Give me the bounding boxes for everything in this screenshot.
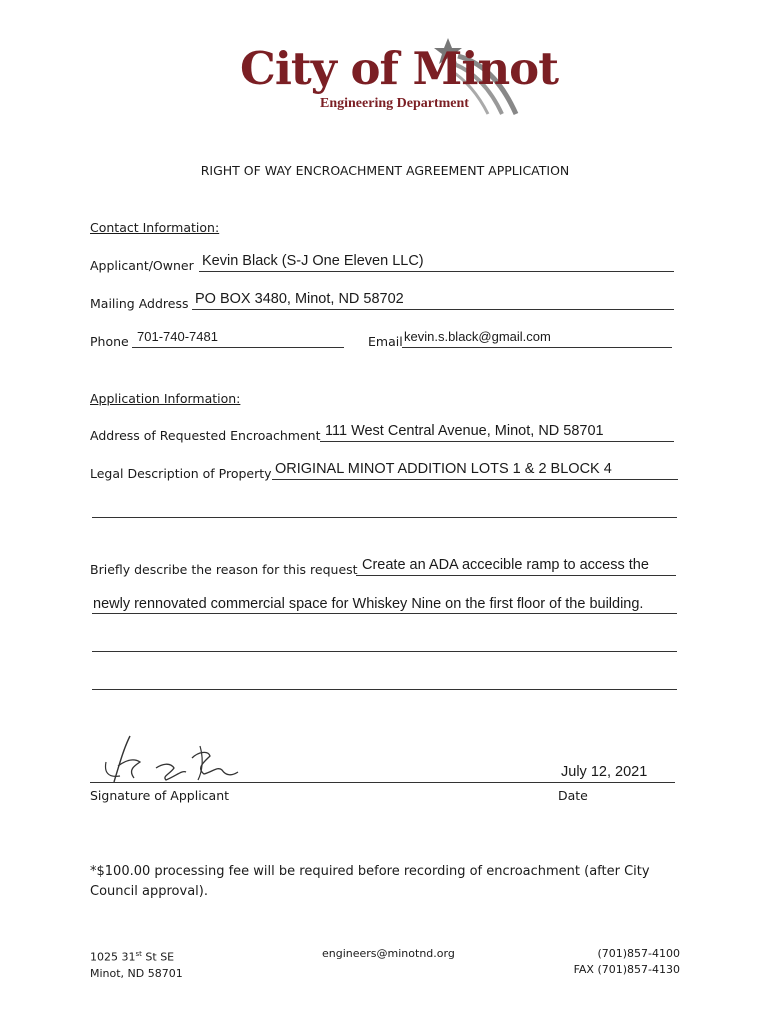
phone-label: Phone bbox=[90, 334, 129, 349]
email-line bbox=[402, 347, 672, 348]
footer-phone: (701)857-4100 bbox=[597, 947, 680, 960]
footer-email[interactable]: engineers@minotnd.org bbox=[322, 947, 455, 960]
signature-line bbox=[90, 782, 675, 783]
applicant-field[interactable]: Kevin Black (S-J One Eleven LLC) bbox=[202, 253, 424, 269]
address-line bbox=[320, 441, 674, 442]
email-field[interactable]: kevin.s.black@gmail.com bbox=[404, 329, 551, 344]
reason-field-line1[interactable]: Create an ADA accecible ramp to access the bbox=[362, 557, 649, 573]
mailing-field[interactable]: PO BOX 3480, Minot, ND 58702 bbox=[195, 291, 404, 307]
footer-address-line1: 1025 31st St SE bbox=[90, 950, 175, 964]
applicant-label: Applicant/Owner bbox=[90, 258, 194, 273]
contact-section-heading: Contact Information: bbox=[90, 220, 220, 235]
reason-field-line2[interactable]: newly rennovated commercial space for Whiskey Nine on the first floor of the building. bbox=[93, 596, 644, 612]
reason-label: Briefly describe the reason for this request bbox=[90, 562, 358, 577]
application-section-heading: Application Information: bbox=[90, 391, 241, 406]
address-label: Address of Requested Encroachment bbox=[90, 428, 321, 443]
city-logo bbox=[240, 40, 558, 120]
form-title: RIGHT OF WAY ENCROACHMENT AGREEMENT APPLICATION bbox=[200, 163, 570, 178]
footer-address bbox=[90, 946, 183, 982]
reason-line-3 bbox=[92, 651, 677, 652]
handwritten-signature bbox=[100, 732, 250, 784]
fee-note: *$100.00 processing fee will be required before recording of encroachment (after City Council approval). bbox=[90, 864, 650, 899]
reason-line-4 bbox=[92, 689, 677, 690]
mailing-line bbox=[192, 309, 674, 310]
signature-label: Signature of Applicant bbox=[90, 788, 230, 803]
legal-field[interactable]: ORIGINAL MINOT ADDITION LOTS 1 & 2 BLOCK 4 bbox=[275, 461, 612, 477]
address-field[interactable]: 111 West Central Avenue, Minot, ND 58701 bbox=[325, 423, 604, 439]
footer-phones bbox=[520, 946, 680, 978]
reason-line-1 bbox=[356, 575, 676, 576]
date-field[interactable]: July 12, 2021 bbox=[561, 764, 648, 780]
phone-line bbox=[132, 347, 344, 348]
applicant-line bbox=[199, 271, 674, 272]
logo-subtitle: Engineering Department bbox=[320, 96, 469, 111]
footer-fax: FAX (701)857-4130 bbox=[573, 963, 680, 976]
legal-line bbox=[272, 479, 678, 480]
email-label: Email bbox=[368, 334, 403, 349]
logo-title: City of Minot bbox=[240, 42, 558, 95]
reason-line-2 bbox=[92, 613, 677, 614]
phone-field[interactable]: 701-740-7481 bbox=[137, 329, 218, 344]
footer-address-line2: Minot, ND 58701 bbox=[90, 966, 183, 980]
mailing-label: Mailing Address bbox=[90, 296, 189, 311]
date-label: Date bbox=[558, 788, 588, 803]
legal-line-2 bbox=[92, 517, 677, 518]
legal-label: Legal Description of Property bbox=[90, 466, 272, 481]
